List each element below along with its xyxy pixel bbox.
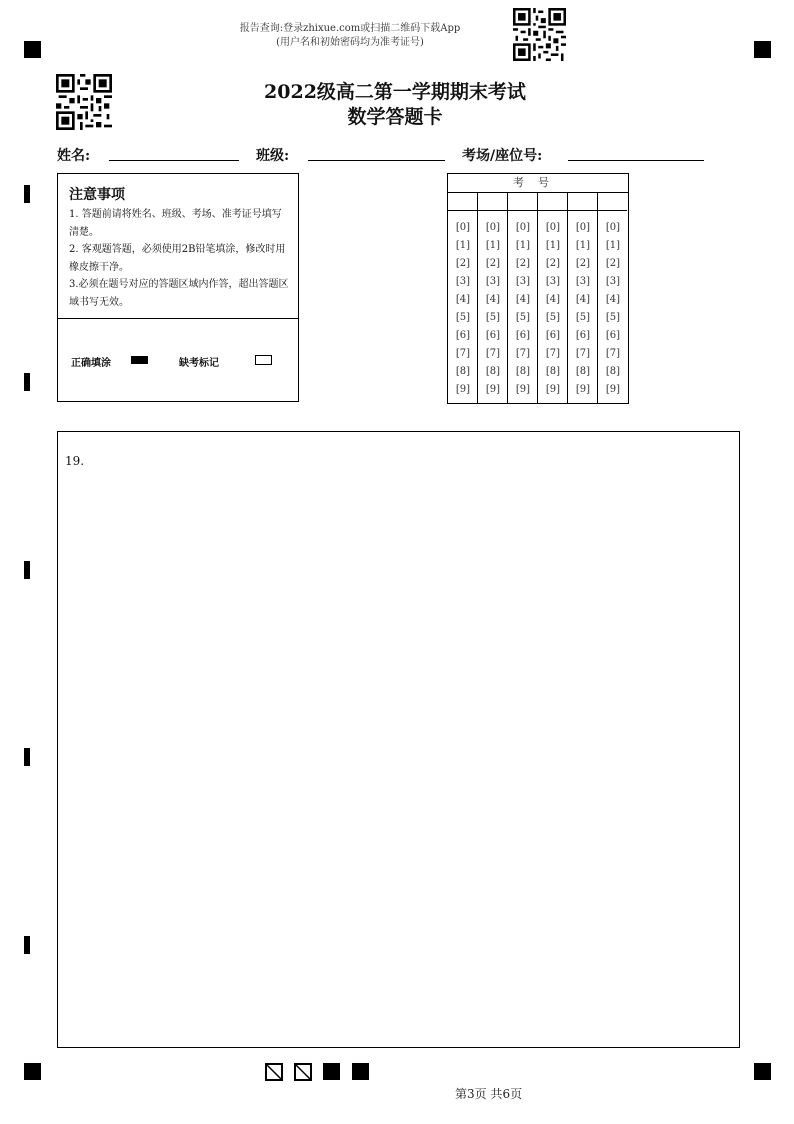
timing-mark xyxy=(24,748,30,766)
digit-entry-cell[interactable] xyxy=(478,193,507,211)
answer-area-19[interactable] xyxy=(57,431,740,1048)
digit-bubble[interactable]: [0] xyxy=(575,222,591,233)
digit-bubble[interactable]: [9] xyxy=(605,384,621,395)
digit-bubble[interactable]: [4] xyxy=(545,294,561,305)
qr-code-student xyxy=(56,74,112,130)
digit-bubble[interactable]: [9] xyxy=(515,384,531,395)
column-divider xyxy=(567,193,568,403)
exam-number-column xyxy=(568,193,597,403)
digit-bubble[interactable]: [2] xyxy=(515,258,531,269)
absent-mark-checkbox[interactable] xyxy=(255,355,272,365)
digit-bubble[interactable]: [7] xyxy=(455,348,471,359)
checkbox-filled xyxy=(352,1063,369,1080)
digit-bubble[interactable]: [2] xyxy=(545,258,561,269)
absent-mark-label: 缺考标记 xyxy=(179,358,219,369)
checkbox-slashed xyxy=(265,1063,283,1081)
digit-bubble[interactable]: [4] xyxy=(455,294,471,305)
divider xyxy=(58,318,298,319)
digit-bubble[interactable]: [5] xyxy=(545,312,561,323)
digit-bubble[interactable]: [3] xyxy=(575,276,591,287)
corner-mark-bottom-right xyxy=(754,1063,771,1080)
digit-bubble[interactable]: [3] xyxy=(545,276,561,287)
digit-bubble[interactable]: [3] xyxy=(485,276,501,287)
digit-bubble[interactable]: [0] xyxy=(455,222,471,233)
notice-item: 3.必须在题号对应的答题区域内作答，超出答题区域书写无效。 xyxy=(69,279,289,308)
checkbox-filled xyxy=(323,1063,340,1080)
digit-bubble[interactable]: [4] xyxy=(605,294,621,305)
room-seat-label: 考场/座位号: xyxy=(462,148,543,164)
digit-bubble[interactable]: [3] xyxy=(605,276,621,287)
digit-bubble[interactable]: [1] xyxy=(575,240,591,251)
timing-mark xyxy=(24,185,30,203)
answer-sheet-subtitle: 数学答题卡 xyxy=(347,106,443,128)
name-field[interactable] xyxy=(109,160,239,161)
digit-bubble[interactable]: [7] xyxy=(575,348,591,359)
question-number: 19. xyxy=(65,454,85,468)
digit-bubble[interactable]: [6] xyxy=(545,330,561,341)
column-divider xyxy=(597,193,598,403)
digit-bubble[interactable]: [9] xyxy=(485,384,501,395)
digit-bubble[interactable]: [1] xyxy=(455,240,471,251)
digit-bubble[interactable]: [0] xyxy=(545,222,561,233)
exam-number-column xyxy=(508,193,537,403)
digit-bubble[interactable]: [0] xyxy=(605,222,621,233)
digit-bubble[interactable]: [6] xyxy=(605,330,621,341)
digit-bubble[interactable]: [8] xyxy=(515,366,531,377)
digit-bubble[interactable]: [1] xyxy=(545,240,561,251)
digit-bubble[interactable]: [2] xyxy=(605,258,621,269)
digit-entry-cell[interactable] xyxy=(568,193,597,211)
digit-bubble[interactable]: [5] xyxy=(605,312,621,323)
timing-mark xyxy=(24,373,30,391)
report-line-1: 报告查询:登录zhixue.com或扫描二维码下载App xyxy=(239,23,461,34)
digit-bubble[interactable]: [5] xyxy=(575,312,591,323)
digit-bubble[interactable]: [4] xyxy=(575,294,591,305)
notice-title: 注意事项 xyxy=(69,187,125,203)
digit-bubble[interactable]: [6] xyxy=(515,330,531,341)
column-divider xyxy=(537,193,538,403)
digit-bubble[interactable]: [3] xyxy=(515,276,531,287)
timing-mark xyxy=(24,561,30,579)
digit-entry-cell[interactable] xyxy=(598,193,627,211)
digit-bubble[interactable]: [5] xyxy=(455,312,471,323)
exam-number-column xyxy=(598,193,627,403)
digit-bubble[interactable]: [0] xyxy=(485,222,501,233)
digit-bubble[interactable]: [1] xyxy=(485,240,501,251)
digit-bubble[interactable]: [0] xyxy=(515,222,531,233)
qr-code-app-download[interactable] xyxy=(513,8,566,61)
digit-bubble[interactable]: [2] xyxy=(485,258,501,269)
class-label: 班级: xyxy=(256,148,290,164)
notice-item: 2. 客观题答题，必须使用2B铅笔填涂，修改时用橡皮擦干净。 xyxy=(69,244,286,273)
correct-fill-label: 正确填涂 xyxy=(71,358,111,369)
digit-bubble[interactable]: [8] xyxy=(455,366,471,377)
exam-title: 2022级高二第一学期期末考试 xyxy=(264,81,526,103)
exam-number-column xyxy=(478,193,507,403)
digit-bubble[interactable]: [9] xyxy=(455,384,471,395)
corner-mark-bottom-left xyxy=(24,1063,41,1080)
digit-bubble[interactable]: [5] xyxy=(485,312,501,323)
digit-bubble[interactable]: [6] xyxy=(575,330,591,341)
digit-bubble[interactable]: [8] xyxy=(545,366,561,377)
notice-item: 1. 答题前请将姓名、班级、考场、准考证号填写清楚。 xyxy=(69,209,282,238)
corner-mark-top-left xyxy=(24,41,41,58)
digit-bubble[interactable]: [4] xyxy=(485,294,501,305)
digit-bubble[interactable]: [9] xyxy=(545,384,561,395)
digit-bubble[interactable]: [8] xyxy=(605,366,621,377)
correct-fill-example xyxy=(131,356,148,364)
digit-bubble[interactable]: [3] xyxy=(455,276,471,287)
digit-bubble[interactable]: [4] xyxy=(515,294,531,305)
report-line-2: (用户名和初始密码均为准考证号) xyxy=(276,37,424,48)
checkbox-slashed xyxy=(294,1063,312,1081)
digit-bubble[interactable]: [7] xyxy=(515,348,531,359)
digit-bubble[interactable]: [7] xyxy=(545,348,561,359)
digit-bubble[interactable]: [8] xyxy=(575,366,591,377)
digit-bubble[interactable]: [7] xyxy=(605,348,621,359)
class-field[interactable] xyxy=(308,160,445,161)
column-divider xyxy=(507,193,508,403)
digit-bubble[interactable]: [8] xyxy=(485,366,501,377)
digit-bubble[interactable]: [2] xyxy=(455,258,471,269)
corner-mark-top-right xyxy=(754,41,771,58)
digit-entry-cell[interactable] xyxy=(538,193,567,211)
timing-mark xyxy=(24,936,30,954)
digit-bubble[interactable]: [5] xyxy=(515,312,531,323)
digit-bubble[interactable]: [7] xyxy=(485,348,501,359)
notice-box xyxy=(57,173,299,402)
exam-number-grid xyxy=(447,173,629,404)
digit-bubble[interactable]: [2] xyxy=(575,258,591,269)
digit-bubble[interactable]: [1] xyxy=(515,240,531,251)
digit-entry-cell[interactable] xyxy=(508,193,537,211)
digit-bubble[interactable]: [9] xyxy=(575,384,591,395)
column-divider xyxy=(477,193,478,403)
digit-bubble[interactable]: [1] xyxy=(605,240,621,251)
name-label: 姓名: xyxy=(57,148,91,164)
digit-bubble[interactable]: [6] xyxy=(485,330,501,341)
notice-list xyxy=(69,206,291,311)
digit-entry-cell[interactable] xyxy=(448,193,477,211)
room-seat-field[interactable] xyxy=(568,160,704,161)
exam-number-column xyxy=(538,193,567,403)
exam-number-column xyxy=(448,193,477,403)
digit-bubble[interactable]: [6] xyxy=(455,330,471,341)
page-number: 第3页 共6页 xyxy=(455,1087,523,1101)
report-instructions xyxy=(200,22,500,50)
exam-number-header: 考号 xyxy=(448,174,628,193)
